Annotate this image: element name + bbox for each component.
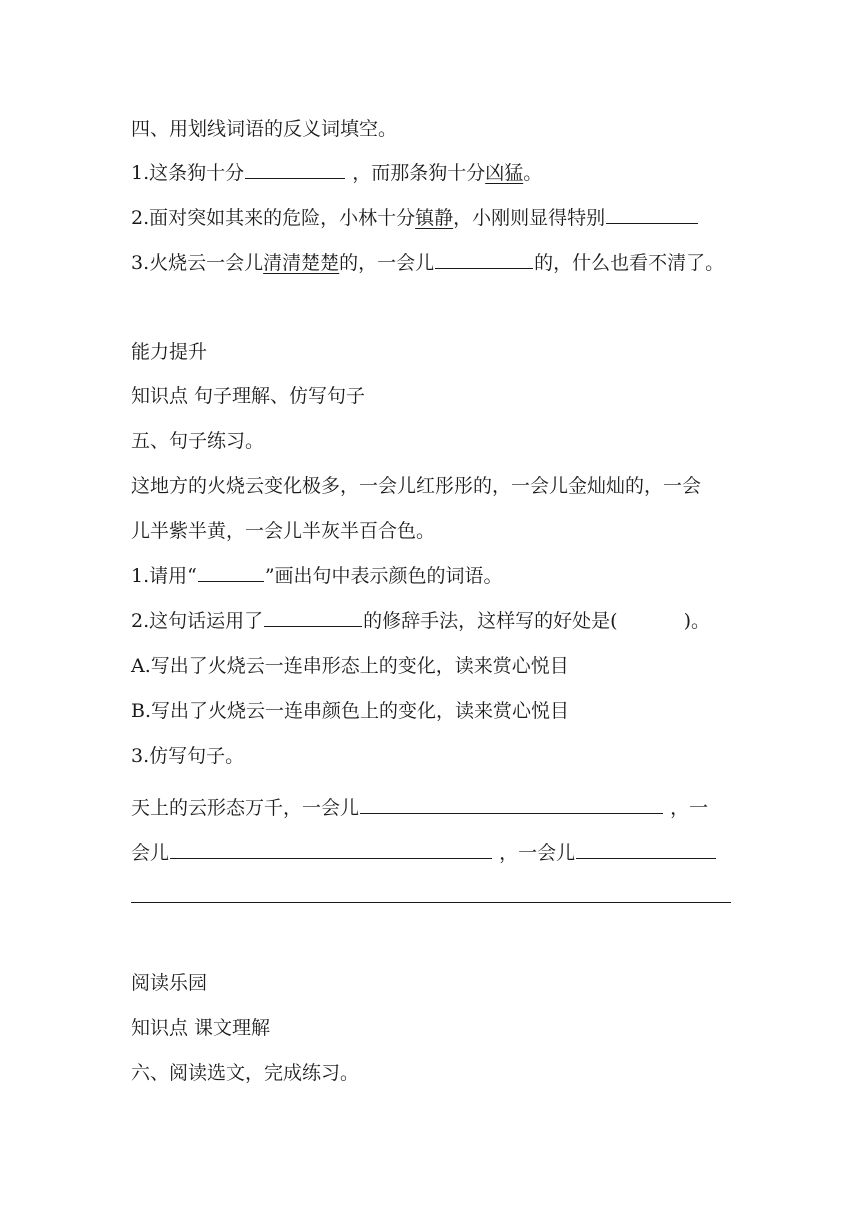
underlined-word: 凶猛 <box>485 162 524 184</box>
knowledge-point: 知识点 句子理解、仿写句子 <box>131 385 366 407</box>
answer-blank[interactable] <box>576 840 716 859</box>
option-a: A.写出了火烧云一连串形态上的变化，读来赏心悦目 <box>131 655 569 677</box>
answer-blank[interactable] <box>170 840 492 859</box>
answer-blank[interactable] <box>360 795 663 814</box>
question-5-1: 1.请用“ ”画出句中表示颜色的词语。 <box>131 565 503 587</box>
passage-line: 这地方的火烧云变化极多，一会儿红彤彤的，一会儿金灿灿的，一会 <box>131 475 702 497</box>
category-heading: 能力提升 <box>131 341 208 363</box>
answer-blank[interactable] <box>606 205 698 224</box>
answer-line[interactable] <box>131 902 731 903</box>
imitation-line-1: 天上的云形态万千，一会儿 ，一 <box>131 797 709 819</box>
question-4-3: 3.火烧云一会儿清清楚楚的，一会儿 的，什么也看不清了。 <box>131 252 725 274</box>
knowledge-point: 知识点 课文理解 <box>131 1017 271 1039</box>
question-4-2: 2.面对突如其来的危险，小林十分镇静，小刚则显得特别 <box>131 205 731 231</box>
question-5-3: 3.仿写句子。 <box>131 745 245 767</box>
section-6-heading: 六、阅读选文，完成练习。 <box>131 1062 360 1084</box>
underlined-word: 清清楚楚 <box>263 252 340 274</box>
underlined-word: 镇静 <box>415 207 454 229</box>
category-heading: 阅读乐园 <box>131 972 208 994</box>
section-5-heading: 五、句子练习。 <box>131 430 265 452</box>
answer-blank[interactable] <box>435 250 533 269</box>
underline-sample <box>198 563 264 582</box>
passage-line: 儿半紫半黄，一会儿半灰半百合色。 <box>131 520 436 542</box>
question-5-2: 2.这句话运用了 的修辞手法，这样写的好处是( )。 <box>131 610 710 632</box>
answer-blank[interactable] <box>264 608 362 627</box>
answer-blank[interactable] <box>245 160 345 179</box>
option-b: B.写出了火烧云一连串颜色上的变化，读来赏心悦目 <box>131 700 570 722</box>
question-4-1: 1.这条狗十分 ，而那条狗十分凶猛。 <box>131 162 543 184</box>
section-4-heading: 四、用划线词语的反义词填空。 <box>131 118 398 140</box>
imitation-line-2: 会儿 ，一会儿 <box>131 840 731 866</box>
